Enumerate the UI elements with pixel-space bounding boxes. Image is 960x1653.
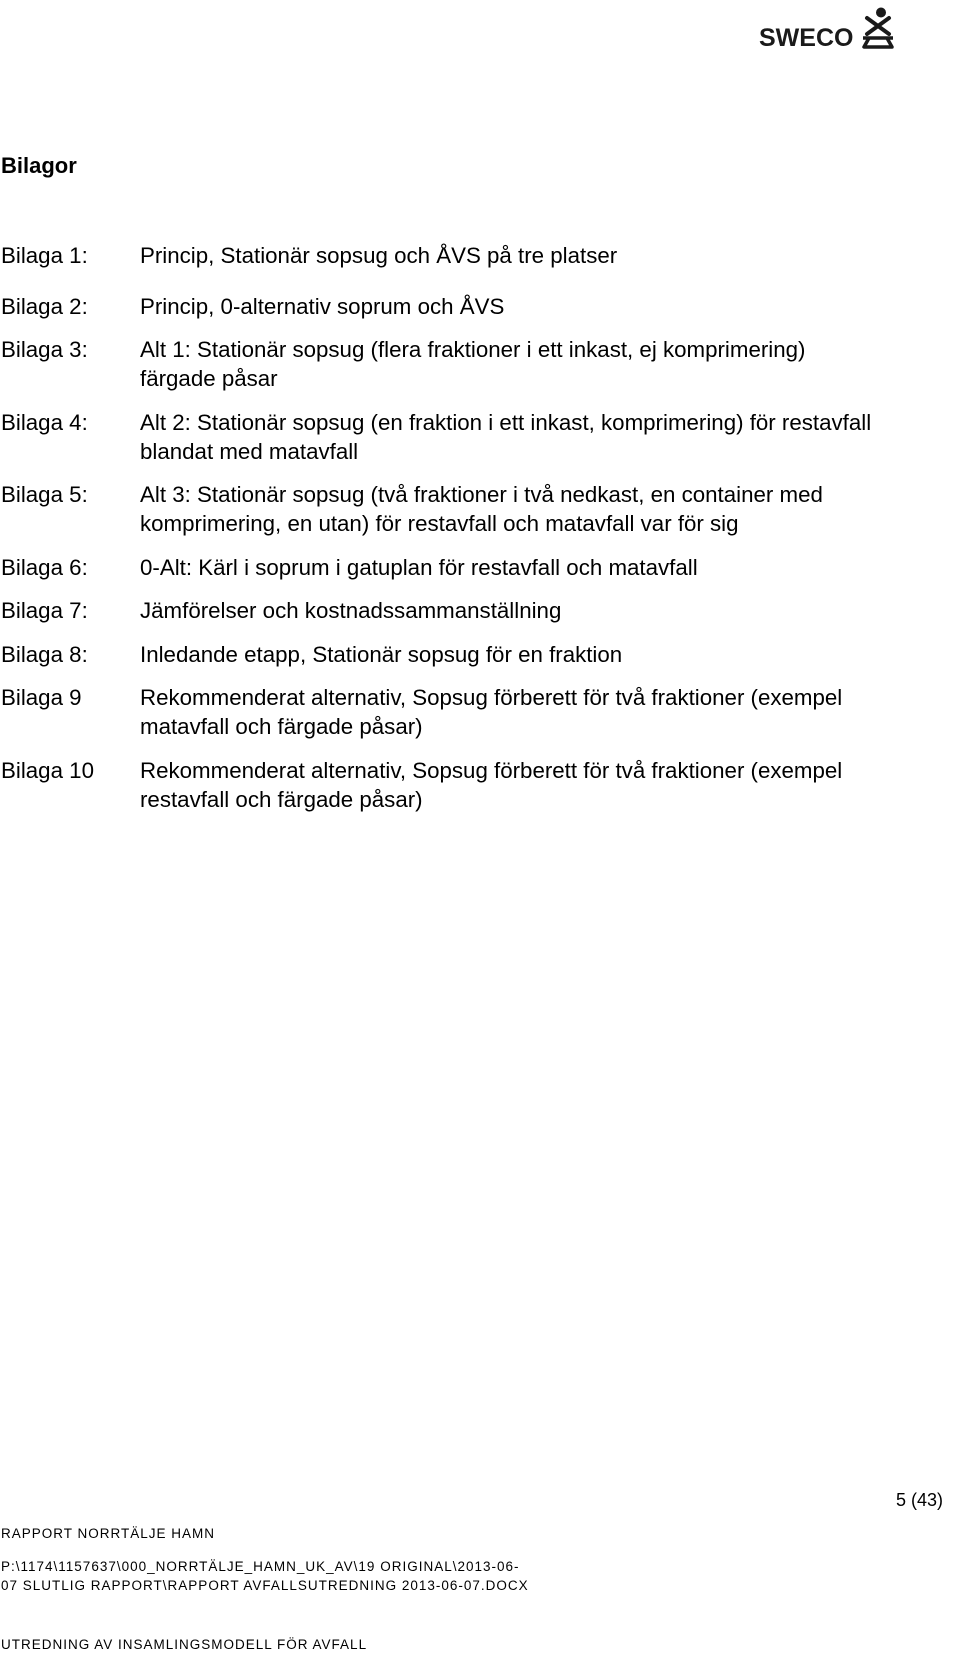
footer-document-title: UTREDNING AV INSAMLINGSMODELL FÖR AVFALL xyxy=(1,1637,368,1652)
appendix-description-line: Rekommenderat alternativ, Sopsug förberett för två fraktioner (exempel xyxy=(140,685,843,710)
appendix-description xyxy=(140,756,941,814)
page-title: Bilagor xyxy=(1,153,77,178)
appendix-item xyxy=(1,756,941,814)
appendix-description xyxy=(140,335,941,393)
appendix-description-line: blandat med matavfall xyxy=(140,438,359,464)
appendix-label: Bilaga 2: xyxy=(1,293,88,319)
appendix-description xyxy=(140,241,941,270)
appendix-description-line: matavfall och färgade påsar) xyxy=(140,714,423,739)
appendix-description-line: Jämförelser och kostnadssammanställning xyxy=(140,598,562,623)
appendix-description-line: restavfall och färgade påsar) xyxy=(140,786,423,812)
appendix-description-line: Alt 1: Stationär sopsug (flera fraktioner i ett inkast, ej komprimering) xyxy=(140,337,806,362)
appendix-label: Bilaga 9 xyxy=(1,685,82,710)
appendix-item xyxy=(1,553,941,582)
appendix-description-line: Princip, Stationär sopsug och ÅVS på tre platser xyxy=(140,242,618,268)
appendix-item xyxy=(1,480,941,538)
footer-report-title: RAPPORT NORRTÄLJE HAMN xyxy=(1,1526,216,1541)
appendix-description-line: 0-Alt: Kärl i soprum i gatuplan för restavfall och matavfall xyxy=(140,554,698,580)
appendix-description xyxy=(140,408,941,466)
footer-file-path-line: 07 SLUTLIG RAPPORT\RAPPORT AVFALLSUTREDNING 2013-06-07.DOCX xyxy=(1,1578,529,1593)
appendix-description xyxy=(140,292,941,321)
appendix-description xyxy=(140,683,941,741)
appendix-label: Bilaga 4: xyxy=(1,409,88,435)
appendix-item xyxy=(1,335,941,393)
appendix-label: Bilaga 6: xyxy=(1,554,88,580)
footer-file-path xyxy=(1,1557,529,1595)
sweco-logo xyxy=(759,7,897,51)
appendix-item xyxy=(1,292,941,321)
appendix-item xyxy=(1,596,941,625)
appendix-item xyxy=(1,683,941,741)
appendix-description-line: komprimering, en utan) för restavfall och matavfall var för sig xyxy=(140,511,739,536)
appendix-label: Bilaga 10 xyxy=(1,757,94,783)
logo-wordmark: SWECO xyxy=(759,24,854,52)
appendix-description-line: Princip, 0-alternativ soprum och ÅVS xyxy=(140,293,505,319)
appendix-label: Bilaga 1: xyxy=(1,242,88,268)
appendix-item xyxy=(1,241,941,270)
footer-file-path-line: P:\1174\1157637\000_NORRTÄLJE_HAMN_UK_AV\19 ORIGINAL\2013-06- xyxy=(1,1559,520,1574)
appendix-label: Bilaga 3: xyxy=(1,337,88,362)
appendix-description xyxy=(140,480,941,538)
appendix-description xyxy=(140,553,941,582)
appendix-label: Bilaga 7: xyxy=(1,598,88,623)
appendix-description-line: Inledande etapp, Stationär sopsug för en fraktion xyxy=(140,641,623,667)
appendix-description xyxy=(140,640,941,669)
sweco-figure-icon xyxy=(860,7,896,49)
appendix-description-line: Rekommenderat alternativ, Sopsug förberett för två fraktioner (exempel xyxy=(140,757,843,783)
appendix-description-line: Alt 3: Stationär sopsug (två fraktioner i två nedkast, en container med xyxy=(140,482,823,507)
appendix-list xyxy=(1,241,941,829)
appendix-item xyxy=(1,408,941,466)
appendix-description xyxy=(140,596,941,625)
appendix-description-line: Alt 2: Stationär sopsug (en fraktion i ett inkast, komprimering) för restavfall xyxy=(140,409,872,435)
appendix-description-line: färgade påsar xyxy=(140,366,278,391)
appendix-label: Bilaga 5: xyxy=(1,482,88,507)
appendix-label: Bilaga 8: xyxy=(1,641,88,667)
page-number: 5 (43) xyxy=(895,1490,943,1510)
appendix-item xyxy=(1,640,941,669)
